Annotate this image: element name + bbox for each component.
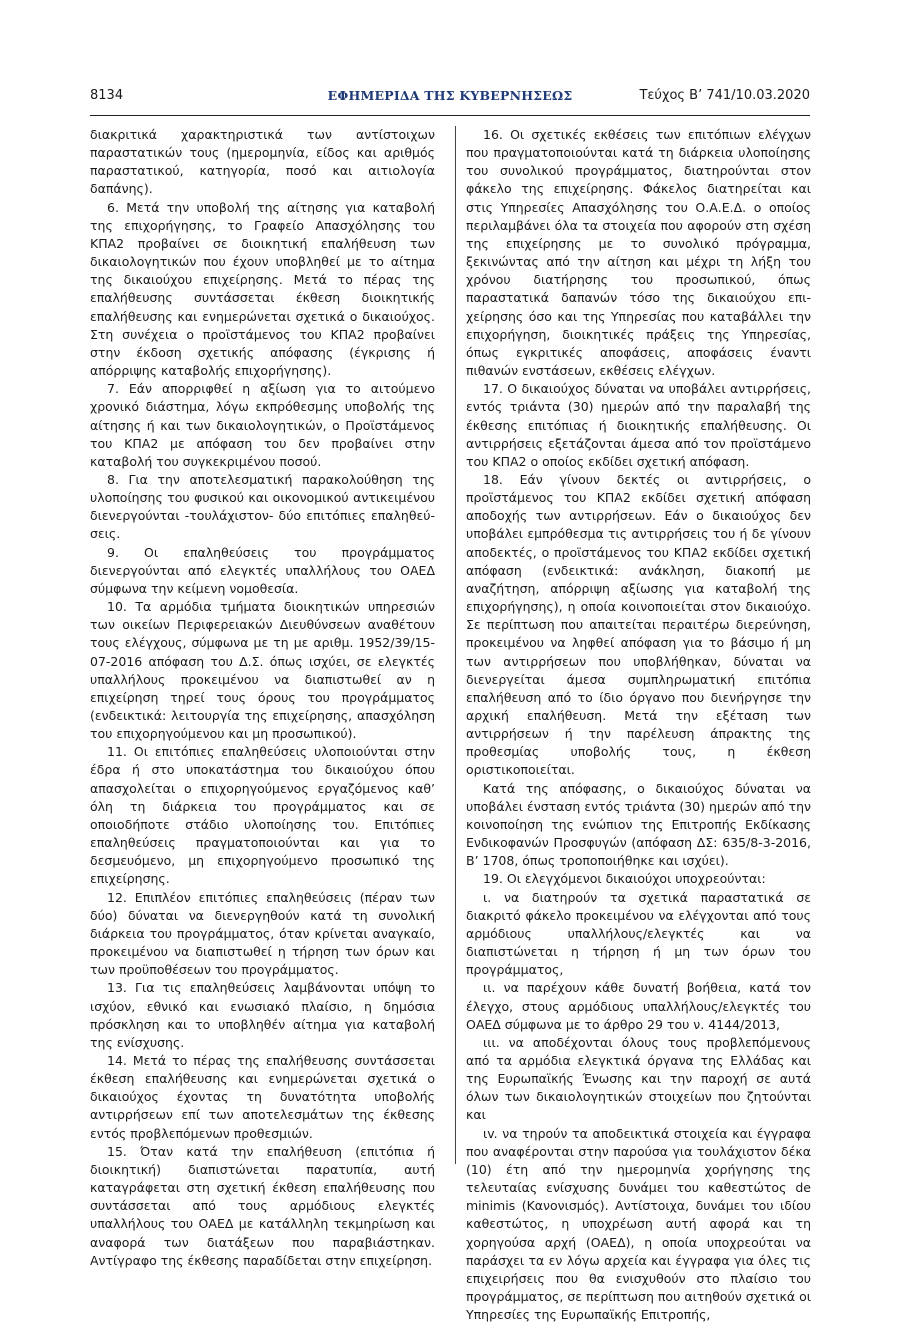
gazette-title: ΕΦΗΜΕΡΙΔΑ ΤΗΣ ΚΥΒΕΡΝΗΣΕΩΣ: [327, 88, 573, 103]
left-column: [90, 126, 435, 1270]
paragraph-18: 18. Εάν γίνουν δεκτές οι αντιρρήσεις, ο προϊστάμενος του ΚΠΑ2 εκδίδει σχετική απόφαση αποδοχής των αντιρρήσεων. Εάν ο δικαιούχος δεν υποβάλει εμπρόθεσμα τις αντιρρήσεις του ή δε γίνουν αποδεκτές, ο προϊστάμενος του ΚΠΑ2 εκδίδει σχετική απόφαση (ενδεικτικά: ανάκληση, διακοπή με αναζήτηση, απόρριψη αξίωσης για καταβολή της επιχορήγησης), η οποία κοινοποιείται στον δικαιούχο. Σε περίπτωση που απαιτείται περαιτέρω διερεύνηση, προκειμένου να ληφθεί απόφαση για το βάσιμο ή μη των αντιρρήσεων που υποβλήθηκαν, δύναται να διενεργείται άμεσα συμπληρωματική επιτόπια επαλήθευση από το ίδιο όργανο που διενήργησε την αρχική επαλήθευση. Μετά την εξέταση των αντιρρήσεων ή την παρέλευση άπρακτης της προθεσμίας υποβολής τους, η έκθεση οριστικοποιείται.: [466, 471, 811, 778]
paragraph-12: 12. Επιπλέον επιτόπιες επαληθεύσεις (πέραν των δύο) δύναται να διενεργηθούν κατά τη συνολική διάρκεια του προγράμματος, όταν κρίνεται αναγκαίο, προκειμένου να διαπιστωθεί η τήρηση των όρων και των προϋποθέσεων του προγράμματος.: [90, 889, 435, 978]
obligation-iii: ιιι. να αποδέχονται όλους τους προβλεπόμενους από τα αρμόδια ελεγκτικά όργανα της Ελλάδας και της Ευρωπαϊκής Ένωσης και την παροχή σε αυτά όλων των δικαιολογητικών στοιχείων που ζητούνται και: [466, 1034, 811, 1123]
column-divider: [455, 126, 456, 1164]
paragraph-17: 17. Ο δικαιούχος δύναται να υποβάλει αντιρρήσεις, εντός τριάντα (30) ημερών από την παραλαβή της έκθεσης επιτόπιας ή διοικητικής επαλήθευσης. Οι αντιρρήσεις εξετάζονται άμεσα από τον προϊστάμενο του ΚΠΑ2 ο οποίος εκδίδει σχετική απόφαση.: [466, 381, 811, 469]
paragraph-13: 13. Για τις επαληθεύσεις λαμβάνονται υπόψη το ισχύον, εθνικό και ενωσιακό πλαίσιο, η δημόσια πρόσκληση και το υποβληθέν αίτημα για καταβολή της ενίσχυσης.: [90, 980, 435, 1050]
paragraph-10: 10. Τα αρμόδια τμήματα διοικητικών υπηρεσιών των οικείων Περιφερειακών Διευθύνσεων αναθέτουν τους ελέγχους, σύμφωνα με τη με αριθμ. 1952/39/15-07-2016 απόφαση του Δ.Σ. όπως ισχύει, σε ελεγκτές υπαλλήλους προκειμένου να διαπιστωθεί αν η επιχείρηση τηρεί τους όρους του προγράμματος (ενδεικτικά: λειτουργία της επιχείρησης, απασχόληση του επιχορηγούμενου και μη προσωπικού).: [90, 599, 435, 742]
paragraph-appeal: Κατά της απόφασης, ο δικαιούχος δύναται να υποβάλει ένσταση εντός τριάντα (30) ημερών από την κοινοποίηση της ενώπιον της Επιτροπής Εκδίκασης Ενδικοφανών Προσφυγών (απόφαση ΔΣ: 635/8-3-2016, Β’ 1708, όπως τροποποιήθηκε και ισχύει).: [466, 780, 811, 869]
obligation-iv: ιv. να τηρούν τα αποδεικτικά στοιχεία και έγγραφα που αναφέρονται στην παρούσα για τουλάχιστον δέκα (10) έτη από την ημερομηνία χορήγησης της τελευταίας ενίσχυσης δυνάμει του καθεστώτος de minimis (Κανονισμός). Αντίστοιχα, δυνάμει του ιδίου καθεστώτος, η υποχρέωση αυτή αφορά και τη χορηγούσα αρχή (ΟΑΕΔ), η οποία υποχρεούται να παράσχει τα εν λόγω αρχεία και έγγραφα για όλες τις επιχειρήσεις που θα ενισχυθούν στο πλαίσιο του προγράμματος, σε περίπτωση που αιτηθούν σχετικά οι Υπηρεσίες της Ευρωπαϊκής Επιτροπής,: [466, 1125, 811, 1323]
paragraph-16: 16. Οι σχετικές εκθέσεις των επιτόπιων ελέγχων που πραγματοποιούνται κατά τη διάρκεια υλοποίησης του συνολικού προγράμματος, διατηρούνται στον φάκελο της επιχείρησης. Φάκελος διατηρείται και στις Υπηρεσίες Απασχόλησης του Ο.Α.Ε.Δ. ο οποίος περιλαμβάνει όλα τα στοιχεία που αφορούν στη σχέση της επιχείρησης με το συνολικό πρόγραμμα, ξεκινώντας από την αίτηση και μέχρι τη λήξη του χρόνου διατήρησης του προσωπικού, όπως παραστατικά δαπανών τόσο της δικαιούχου επιχείρησης όσο και της Υπηρεσίας που καταβάλλει την επιχορήγηση, διοικητικές πράξεις της Υπηρεσίας, όπως εγκριτικές αποφάσεις, αποφάσεις έναντι πιθανών ενστάσεων, εκθέσεις ελέγχων.: [466, 127, 811, 379]
right-column: [466, 126, 811, 1324]
obligation-i: ι. να διατηρούν τα σχετικά παραστατικά σε διακριτό φάκελο προκειμένου να ελέγχονται από τους αρμόδιους υπαλλήλους/ελεγκτές και να διαπιστώνεται η τήρηση ή μη των όρων του προγράμματος,: [466, 889, 811, 978]
paragraph-14: 14. Μετά το πέρας της επαλήθευσης συντάσσεται έκθεση επαλήθευσης και ενημερώνεται σχετικά ο δικαιούχος έχοντας τη δυνατότητα υποβολής αντιρρήσεων επί των αποτελεσμάτων της έκθεσης εντός προβλεπόμενων προθεσμιών.: [90, 1052, 435, 1141]
issue-reference: Τεύχος B’ 741/10.03.2020: [639, 88, 810, 103]
paragraph-15: 15. Όταν κατά την επαλήθευση (επιτόπια ή διοικητική) διαπιστώνεται παρατυπία, αυτή καταγράφεται στη σχετική έκθεση επαλήθευσης που συντάσσεται από τους αρμόδιους ελεγκτές υπαλλήλους του ΟΑΕΔ με κατάλληλη τεκμηρίωση και αναφορά των διατάξεων που παραβιάστηκαν. Αντίγραφο της έκθεσης παραδίδεται στην επιχείρηση.: [90, 1143, 435, 1268]
obligation-ii: ιι. να παρέχουν κάθε δυνατή βοήθεια, κατά τον έλεγχο, στους αρμόδιους υπαλλήλους/ελεγκτές του ΟΑΕΔ σύμφωνα με το άρθρο 29 του ν. 4144/2013,: [466, 980, 811, 1032]
page-number: 8134: [90, 88, 124, 103]
paragraph-7: 7. Εάν απορριφθεί η αξίωση για το αιτούμενο χρονικό διάστημα, λόγω εκπρόθεσμης υποβολής της αίτησης ή και των δικαιολογητικών, ο Προϊστάμενος του ΚΠΑ2 με απόφαση του δεν προβαίνει στην καταβολή του συγκεκριμένου ποσού.: [90, 381, 435, 469]
paragraph-19: 19. Οι ελεγχόμενοι δικαιούχοι υποχρεούνται:: [483, 871, 766, 887]
paragraph-6: 6. Μετά την υποβολή της αίτησης για καταβολή της επιχορήγησης, το Γραφείο Απασχόλησης του ΚΠΑ2 προβαίνει σε διοικητική επαλήθευση των δικαιολογητικών που έχουν υποβληθεί με το αίτημα της δικαιούχου επιχείρησης. Μετά το πέρας της επαλήθευσης συντάσσεται έκθεση διοικητικής επαλήθευσης και ενημερώνεται σχετικά ο δικαιούχος. Στη συνέχεια ο προϊστάμενος του ΚΠΑ2 προβαίνει στην έκδοση σχετικής απόφασης (έγκρισης ή απόρριψης καταβολής επιχορήγησης).: [90, 199, 435, 379]
paragraph-9: 9. Οι επαληθεύσεις του προγράμματος διενεργούνται από ελεγκτές υπαλλήλους του ΟΑΕΔ σύμφωνα την κείμενη νομοθεσία.: [90, 544, 435, 596]
paragraph-11: 11. Οι επιτόπιες επαληθεύσεις υλοποιούνται στην έδρα ή στο υποκατάστημα του δικαιούχου όπου απασχολείται ο επιχορηγούμενος εργαζόμενος καθ’ όλη τη διάρκεια του προγράμματος και σε οποιοδήποτε στάδιο υλοποίησης του. Επιτόπιες επαληθεύσεις πραγματοποιούνται και για το δεσμευόμενο, μη επιχορηγούμενο προσωπικό της επιχείρησης.: [90, 744, 435, 887]
paragraph-continuation: διακριτικά χαρακτηριστικά των αντίστοιχων παραστατικών τους (ημερομηνία, είδος και αριθμός παραστατικού, κατηγορία, ποσό και αιτιολογία δαπάνης).: [90, 127, 435, 197]
paragraph-8: 8. Για την αποτελεσματική παρακολούθηση της υλοποίησης του φυσικού και οικονομικού αντικειμένου διενεργούνται -τουλάχιστον- δύο επιτόπιες επαληθεύσεις.: [90, 471, 435, 542]
page-header: [90, 88, 810, 110]
header-rule: [90, 115, 810, 116]
